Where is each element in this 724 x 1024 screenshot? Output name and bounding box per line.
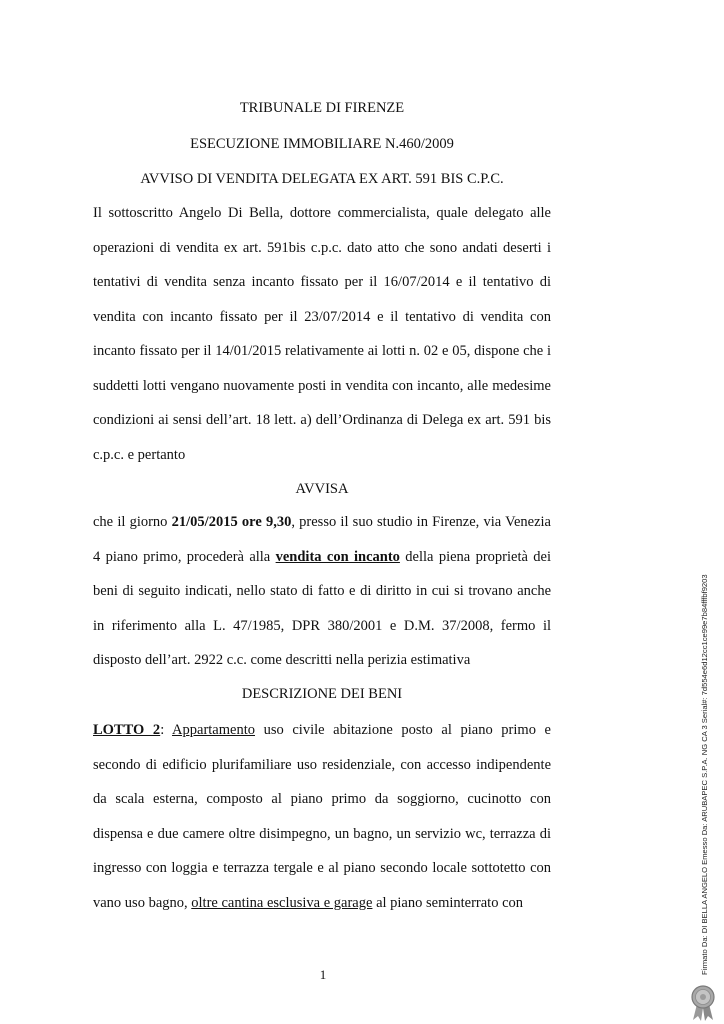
lotto-paragraph [93, 713, 551, 920]
court-heading: TRIBUNALE DI FIRENZE [239, 100, 405, 116]
sale-type: vendita con incanto [275, 548, 400, 565]
avvisa-heading: AVVISA [295, 481, 349, 497]
lotto-label: LOTTO 2 [93, 722, 161, 738]
avvisa-paragraph [93, 505, 551, 678]
avvisa-text-3: della piena proprietà dei beni di seguito indicati, nello stato di fatto e di diritto in cui si trovano anche in riferimento alla L. 47/1985, DPR 380/2001 e D.M. 37/2008, fermo il disposto dell’art. 2922 c.c. come descritti nella perizia estimativa [93, 548, 551, 668]
intro-paragraph [93, 196, 551, 472]
signature-seal-icon [688, 984, 718, 1022]
digital-signature-text: Firmato Da: DI BELLA ANGELO Emesso Da: ARUBAPEC S.P.A. NG CA 3 Serial#: 7d554e6d12cc1ce99e7b84fffbf9203 [700, 574, 709, 975]
avvisa-text-1: che il giorno [93, 514, 172, 530]
notice-heading: AVVISO DI VENDITA DELEGATA EX ART. 591 BIS C.P.C. [140, 171, 504, 187]
description-heading: DESCRIZIONE DEI BENI [241, 686, 403, 702]
lotto-text-2: al piano seminterrato con [372, 894, 524, 911]
lotto-text-1: uso civile abitazione posto al piano primo e secondo di edificio plurifamiliare uso residenziale, con accesso indipendente da scala esterna, composto al piano primo da soggiorno, cucinotto con dispensa e due camere oltre disimpegno, un bagno, un servizio wc, terrazza di ingresso con loggia e terrazza tergale e al piano secondo locale sottotetto con vano uso bagno, [93, 722, 551, 911]
lotto-colon: : [160, 722, 173, 738]
avvisa-text-2: , presso il suo studio in Firenze, via Venezia 4 piano primo, procederà alla [93, 514, 551, 565]
case-heading: ESECUZIONE IMMOBILIARE N.460/2009 [190, 136, 454, 152]
lotto-extra: oltre cantina esclusiva e garage [191, 894, 373, 911]
auction-date: 21/05/2015 ore 9,30 [171, 514, 292, 530]
intro-text: Il sottoscritto Angelo Di Bella, dottore commercialista, quale delegato alle operazioni di vendita ex art. 591bis c.p.c. dato atto che sono andati deserti i tentativi di vendita senza incanto fissato per il 16/07/2014 e il tentativo di vendita con incanto fissato per il 23/07/2014 e il tentativo di vendita con incanto fissato per il 14/01/2015 relativamente ai lotti n. 02 e 05, dispone che i suddetti lotti vengano nuovamente posti in vendita con incanto, alle medesime condizioni ai sensi dell’art. 18 lett. a) dell’Ordinanza di Delega ex art. 591 bis c.p.c. e pertanto [93, 205, 551, 463]
page-number: 1 [319, 967, 327, 982]
lotto-type: Appartamento [172, 722, 255, 738]
